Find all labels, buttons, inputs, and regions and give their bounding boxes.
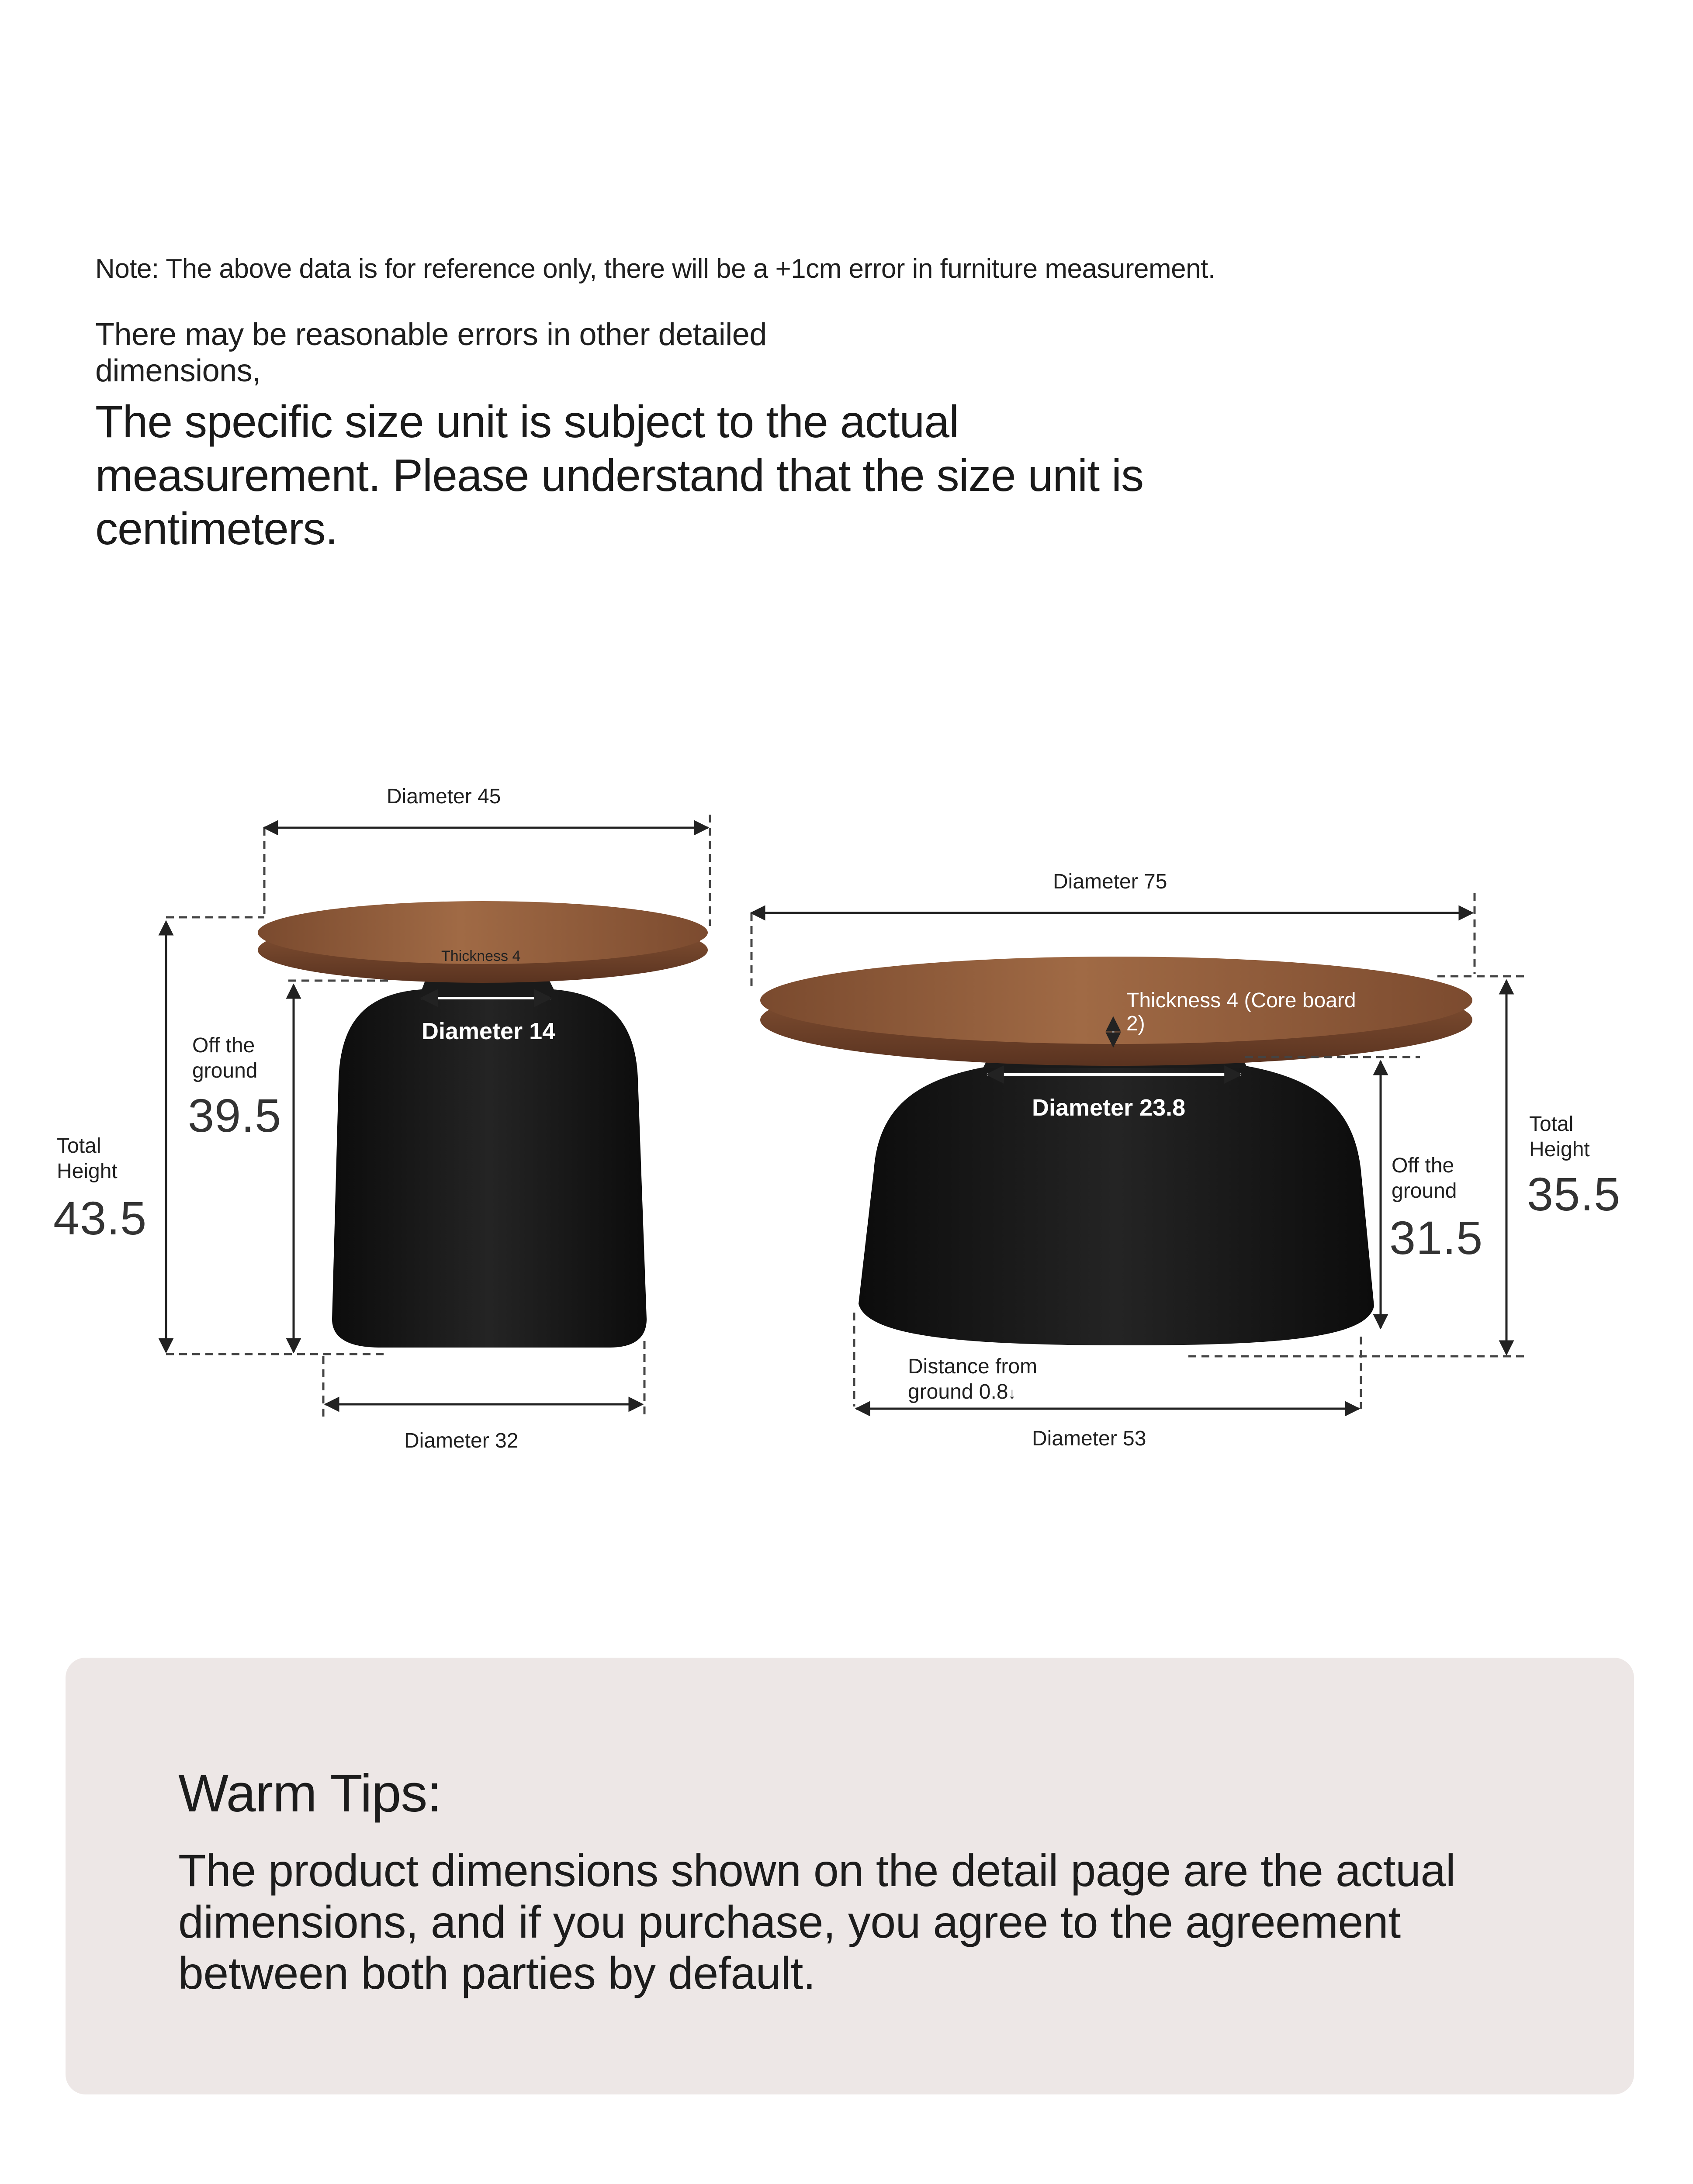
large-ground-distance-text: Distance from ground 0.8 [908, 1355, 1038, 1403]
small-total-height-label: Total Height [57, 1134, 118, 1183]
errors-note: There may be reasonable errors in other detailed dimensions, [95, 317, 767, 388]
large-neck-diameter-label: Diameter 23.8 [1032, 1095, 1186, 1121]
large-total-height-value: 35.5 [1527, 1168, 1621, 1220]
large-off-ground-value: 31.5 [1389, 1211, 1483, 1264]
unit-note: The specific size unit is subject to the actual measurement. Please understand that the size unit is centimeters. [95, 397, 1144, 555]
small-off-ground-value: 39.5 [188, 1089, 282, 1142]
large-table [751, 893, 1529, 1409]
small-neck-diameter-label: Diameter 14 [422, 1018, 556, 1044]
large-off-ground-label: Off the ground [1392, 1154, 1457, 1203]
large-top-diameter-label: Diameter 75 [1053, 870, 1167, 893]
warm-tips-body: The product dimensions shown on the detail page are the actual dimensions, and if you purchase, you agree to the agreement between both parties by default. [178, 1845, 1456, 1999]
large-base-diameter-label: Diameter 53 [1032, 1427, 1146, 1450]
arrow-down-icon: ↓ [1008, 1384, 1016, 1402]
large-total-height-label: Total Height [1529, 1113, 1590, 1161]
small-total-height-value: 43.5 [53, 1192, 147, 1244]
small-off-ground-label: Off the ground [192, 1034, 258, 1082]
small-top-diameter-label: Diameter 45 [387, 785, 501, 808]
small-base-diameter-label: Diameter 32 [404, 1429, 519, 1452]
small-top-thickness-label: Thickness 4 [441, 948, 521, 964]
warm-tips-panel [66, 1658, 1634, 2094]
reference-note: Note: The above data is for reference only, there will be a +1cm error in furniture measurement. [95, 254, 1215, 284]
warm-tips-title: Warm Tips: [178, 1763, 442, 1823]
large-ground-distance-label [908, 1354, 1052, 1404]
large-top-thickness-label: Thickness 4 (Core board 2) [1126, 989, 1356, 1035]
